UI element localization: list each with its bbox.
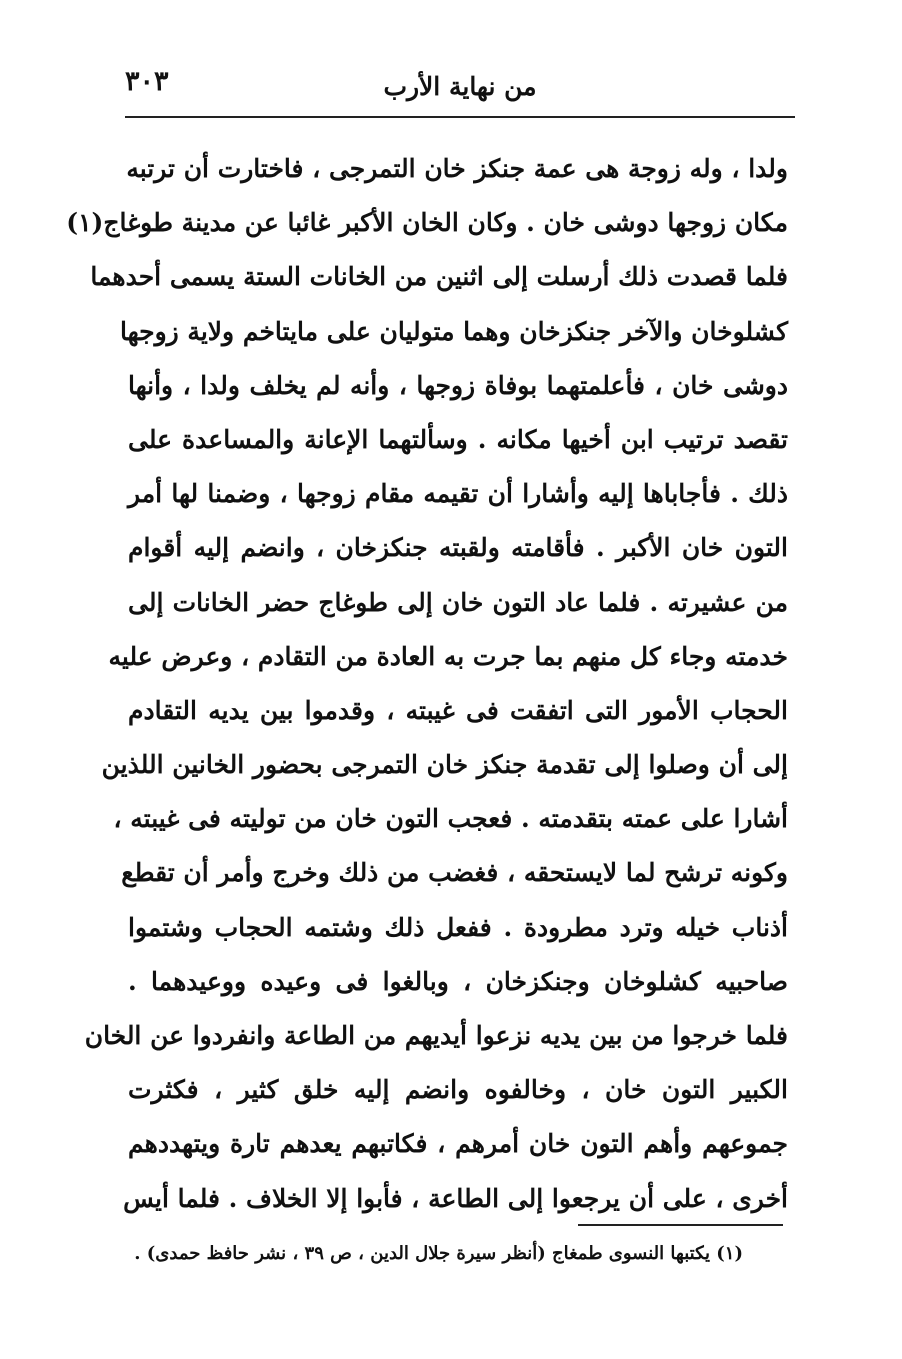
body-line: تقصد ترتيب ابن أخيها مكانه . وسألتهما الإعانة والمساعدة على: [128, 424, 788, 454]
page-number: ٣٠٣: [125, 66, 169, 97]
body-line: صاحبيه كشلوخان وجنكزخان ، وبالغوا فى وعيده ووعيدهما .: [128, 966, 788, 996]
body-line: خدمته وجاء كل منهم بما جرت به العادة من التقادم ، وعرض عليه: [108, 641, 788, 671]
body-line: جموعهم وأهم التون خان أمرهم ، فكاتبهم يعدهم تارة ويتهددهم: [128, 1129, 788, 1159]
body-line: الكبير التون خان ، وخالفوه وانضم إليه خلق كثير ، فكثرت: [128, 1075, 788, 1105]
body-line: ولدا ، وله زوجة هى عمة جنكز خان التمرجى ، فاختارت أن ترتبه: [126, 154, 788, 183]
body-line: إلى أن وصلوا إلى تقدمة جنكز خان التمرجى بحضور الخانين اللذين: [101, 750, 788, 780]
body-line: فلما قصدت ذلك أرسلت إلى اثنين من الخانات الستة يسمى أحدهما: [90, 262, 788, 292]
running-title: من نهاية الأرب: [383, 72, 537, 101]
body-line: أخرى ، على أن يرجعوا إلى الطاعة ، فأبوا إلا الخلاف . فلما أيس: [123, 1183, 788, 1213]
body-line: مكان زوجها دوشى خان . وكان الخان الأكبر غائبا عن مدينة طوغاج(١): [66, 208, 788, 238]
body-line: ذلك . فأجاباها إليه وأشارا أن تقيمه مقام زوجها ، وضمنا لها أمر: [128, 479, 788, 509]
body-line: الحجاب الأمور التى اتفقت فى غيبته ، وقدموا بين يديه التقادم: [128, 695, 788, 725]
body-line: وكونه ترشح لما لايستحقه ، فغضب من ذلك وخرج وأمر أن تقطع: [121, 858, 788, 888]
body-line: أشارا على عمته بتقدمته . فعجب التون خان من توليته فى غيبته ،: [113, 804, 788, 834]
body-line: دوشى خان ، فأعلمتهما بوفاة زوجها ، وأنه لم يخلف ولدا ، وأنها: [128, 370, 788, 400]
body-line: من عشيرته . فلما عاد التون خان إلى طوغاج حضر الخانات إلى: [128, 587, 788, 617]
header-rule: [125, 116, 795, 118]
body-line: أذناب خيله وترد مطرودة . ففعل ذلك وشتمه الحجاب وشتموا: [128, 912, 788, 942]
body-line: فلما خرجوا من بين يديه نزعوا أيديهم من الطاعة وانفردوا عن الخان: [84, 1021, 788, 1050]
running-header: [125, 62, 795, 112]
footnote: (١) يكتبها النسوى طمغاج (أنظر سيرة جلال الدين ، ص ٣٩ ، نشر حافظ حمدى) .: [134, 1243, 743, 1264]
body-text: [66, 142, 788, 1226]
footnote-rule: [578, 1224, 783, 1226]
body-line: التون خان الأكبر . فأقامته ولقبته جنكزخان ، وانضم إليه أقوام: [128, 533, 788, 563]
body-line: كشلوخان والآخر جنكزخان وهما متوليان على مايتاخم ولاية زوجها: [119, 316, 788, 346]
